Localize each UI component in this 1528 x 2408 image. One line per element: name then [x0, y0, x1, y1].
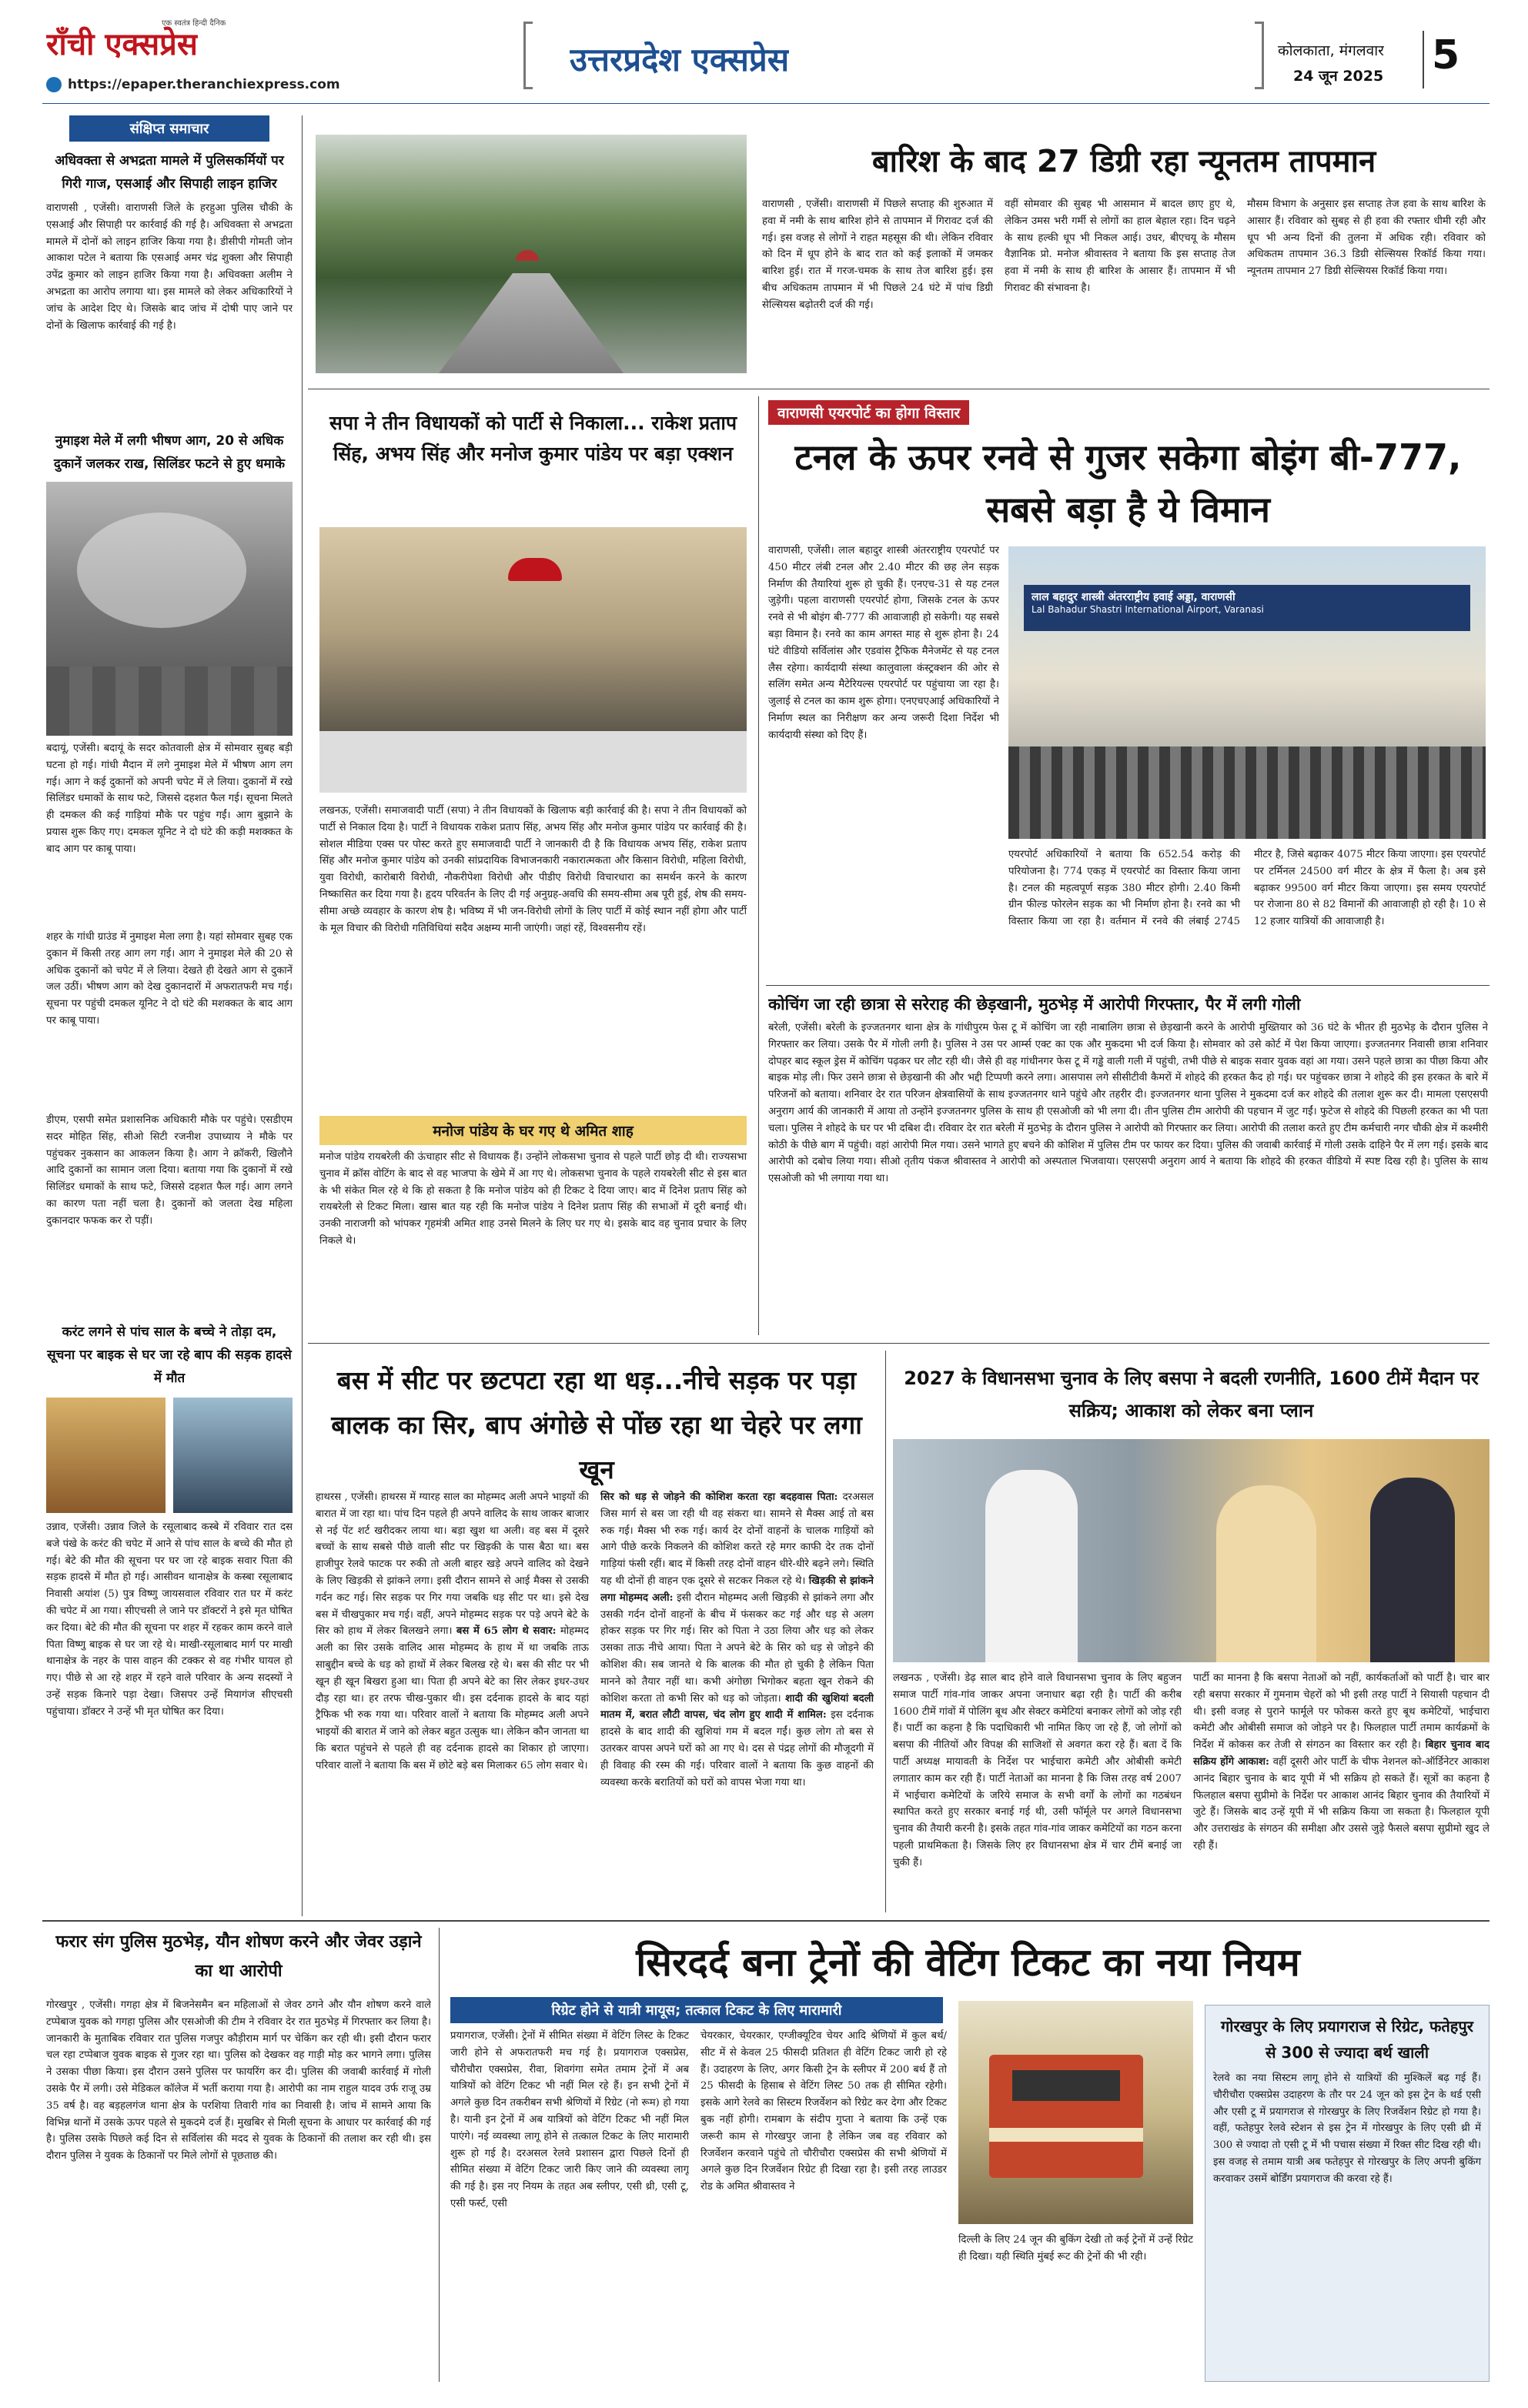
section-bracket-right: [1255, 22, 1264, 89]
sp-body-2: मनोज पांडेय रायबरेली की ऊंचाहार सीट से विधायक हैं। उन्होंने लोकसभा चुनाव से पहले पार्टी छोड़ दी थी। राज्यसभा चुनाव में क्रॉस वोटिंग के बाद से वह भाजपा के खेमे में आ गए थे। लोकसभा चुनाव के पहले रायबरेली सीट से इस बात के भी संकेत मिल रहे थे कि हो सकता है कि मनोज पांडेय को ही टिकट दे दिया जाए। बाद में दिनेश प्रताप सिंह को रायबरेली से टिकट मिला। खास बात यह रही कि मनोज पांडेय ने दिनेश प्रताप सिंह की सभाओं में दूरी बनाई थी। उनकी नाराजगी को भांपकर गृहमंत्री अमित शाह उनसे मिलने के लिए घर गए थे। इसके बाद वह चुनाव प्रचार के लिए निकले थे।: [319, 1151, 747, 1247]
column-rule: [302, 115, 303, 1916]
brief-body-3: उन्नाव, एजेंसी। उन्नाव जिले के रसूलाबाद कस्बे में रविवार रात दस बजे पंखे के करंट की चपेट में आने से पांच साल के बच्चे की मौत हो गई। बेटे की मौत की सूचना पर घर जा रहे बाइक सवार पिता की सड़क हादसे में मौत हो गई। आसीवन थानाक्षेत्र के कस्बा रसूलाबाद निवासी अयांश (5) पुत्र विष्णु जायसवाल रविवार रात घर में करंट की चपेट में आ गया। सीएचसी ले जाने पर डॉक्टरों ने इसे मृत घोषित कर दिया। बेटे की मौत की सूचना पर शहर में रहकर काम करने वाले पिता विष्णु बाइक से घर जा रहे थे। माखी-रसूलाबाद मार्ग पर माखी थानाक्षेत्र के नहर के पास वाहन की टक्कर से वह गंभीर घायल हो गए। पीछे से आ रहे शहर में रहने वाले परिवार के अन्य सदस्यों ने उन्हें सड़क किनारे पड़ा देखा। जिसपर उन्हें मियागंज सीएचसी पहुंचाया। डॉक्टर ने उन्हें भी मृत घोषित कर दिया।: [46, 1521, 293, 1718]
loco-window: [1012, 2070, 1120, 2101]
rain-photo: [316, 135, 747, 373]
sp-subhead: मनोज पांडेय के घर गए थे अमित शाह: [319, 1116, 747, 1145]
divider: [1423, 31, 1424, 89]
train-photo: [958, 2001, 1193, 2224]
person-right: [1370, 1478, 1455, 1662]
sp-body: लखनऊ, एजेंसी। समाजवादी पार्टी (सपा) ने तीन विधायकों के खिलाफ बड़ी कार्रवाई की है। सपा ने तीन विधायकों को पार्टी से निकाल दिया है। पार्टी ने विधायक राकेश प्रताप सिंह, अभय सिंह और मनोज कुमार पांडेय पर कार्रवाई की है। सोशल मीडिया एक्स पर पोस्ट करते हुए समाजवादी पार्टी ने जानकारी दी है कि विधायक अभय सिंह, राकेश प्रताप सिंह और मनोज कुमार पांडेय को उनकी सांप्रदायिक विभाजनकारी नकारात्मकता और किसान विरोधी, महिला विरोधी, युवा विरोधी, कारोबारी विरोधी, नौकरीपेशा विरोधी और पीडीए विरोधी विचारधारा का समर्थन करने के कारण निष्कासित कर दिया गया है। हृदय परिवर्तन के लिए दी गई अनुग्रह-अवधि की समय-सीमा अब पूरी हुई, शेष की समय-सीमा अच्छे व्यवहार के कारण शेष है। भविष्य में भी जन-विरोधी लोगों के लिए पार्टी में कोई स्थान नहीं होगा और पार्टी के मूल विचार की विरोधी गतिविधियां सदैव अक्षम्य मानी जाएंगी। जहां रहें, विश्वसनीय रहें।: [319, 805, 747, 934]
child-photo: [46, 1398, 166, 1513]
fire-photo: [46, 482, 293, 736]
bsp-body-2: पार्टी का मानना है कि बसपा नेताओं को नहीं, कार्यकर्ताओं को पार्टी है। चार बार रही बसपा सरकार में गुमनाम चेहरों को भी इसी तरह पार्टी ने सियासी पहचान दी थी। इसी वजह से पुराने फार्मूले पर फोकस करते हुए बूथ कमेटियों, भाईचारा कमेटी और ओबीसी समाज को जोड़ने पर है। फिलहाल पार्टी तमाम कार्यक्रमों के निर्देश में कोकस कर तेजी से संगठन का विस्तार कर रही है।: [1193, 1672, 1490, 1752]
tin-roofs: [46, 666, 293, 736]
airport-headline: टनल के ऊपर रनवे से गुजर सकेगा बोइंग बी-777, सबसे बड़ा है ये विमान: [794, 436, 1462, 530]
train-subhead: रिग्रेट होने से यात्री मायूस; तत्काल टिकट के लिए मारामारी: [450, 1997, 943, 2023]
section-bracket-left: [523, 22, 533, 89]
bus-subhead-3: खिड़की से झांकने लगा मोहम्मद अली:: [600, 1575, 874, 1604]
coaching-body: बरेली, एजेंसी। बरेली के इज्जतनगर थाना क्षेत्र के गांधीपुरम फेस टू में कोचिंग जा रही नाबालिग छात्रा से छेड़खानी करने के आरोपी मुख्तियार को 36 घंटे के भीतर ही मुठभेड़ के दौरान पुलिस ने गिरफ्तार कर लिया। उसके पैर में गोली लगी है। पुलिस ने उस पर आर्म्स एक्ट का एक और मुकदमा भी दर्ज किया है। सोमवार को उसे कोर्ट में पेश किया जाएगा। इज्जतनगर निवासी छात्रा शनिवार दोपहर बाद स्कूल ड्रेस में कोचिंग पढ़कर घर लौट रही थी। जैसे ही वह गांधीनगर फेस टू में गड्ढे वाली गली में पहुंची, तभी पीछे से बाइक सवार युवक वहां आ गया। उसने पहले छात्रा का पीछा किया और बाइक मोड़ ली। फिर उसने छात्रा से छेड़खानी की और भद्दी टिप्पणी करने लगा। आसपास लगे सीसीटीवी कैमरों में शोहदे की हरकत कैद हो गई। घर पहुंचकर छात्रा ने शोहदे की इस हरकत के बारे में परिजनों को बताया। शनिवार देर रात परिजन क्षेत्रवासियों के साथ इज्जतनगर थाने पहुंचे और तहरीर दी। इज्जतनगर थाना पुलिस ने मुकदमा दर्ज कर शोहदे की तलाश शुरू कर दी। मामला एसएसपी अनुराग आर्य की जानकारी में आया तो उन्होंने इज्जतनगर पुलिस के साथ ही एसओजी को भी लगा दी। तीन पुलिस टीम आरोपी की पहचान में जुट गईं। फुटेज से शोहदे की पिछली हरकत का भी पता चला। पुलिस ने शोहदे के घर पर भी दबिश दी। रविवार देर रात बरेली में मुठभेड़ के दौरान पुलिस ने आरोपी को गिरफ्तार कर लिया। आरोपी की तलाश करते हुए टीम कर्मचारी नगर चौकी क्षेत्र में कश्मीरी कोठी के पीछे बाग में पहुंची। वहां आरोपी मिल गया। उसने भागते हुए बचने की कोशिश में पुलिस टीम पर फायर कर दिया। पुलिस की जवाबी कार्रवाई में गोली उसके दाहिने पैर में लग गई। इसके बाद आरोपी को दबोच लिया गया। सीओ तृतीय पंकज श्रीवास्तव ने आरोपी को अस्पताल भिजवाया। एसएसपी अनुराग आर्य ने बताया कि शोहदे की हरकत वीडियो में स्पष्ट दिख रही है। पुलिस के साथ एसओजी को भी लगाया गया था।: [768, 1022, 1488, 1185]
road: [439, 273, 624, 373]
brief-body-1: वाराणसी , एजेंसी। वाराणसी जिले के हरहुआ पुलिस चौकी के एसआई और सिपाही पर कार्रवाई की गई है। अधिवक्ता से अभद्रता मामले में दोनों को लाइन हाजिर किया गया है। डीसीपी गोमती जोन आकाश पटेल ने बताया कि एसआई अमर चंद्र शुक्ला और सिपाही उपेंद्र कुमार को लाइन हाजिर किया गया है। अधिवक्ता अलीम ने अभद्रता का आरोप लगाया था। इस मामले को लेकर अधिकारियों ने जांच के आदेश दिए थे। जिसके बाद जांच में दोषी पाए जाने पर दोनों के खिलाफ कार्रवाई की गई है।: [46, 202, 293, 332]
bsp-headline: 2027 के विधानसभा चुनाव के लिए बसपा ने बदली रणनीति, 1600 टीमें मैदान पर सक्रिय; आकाश को लेकर बना प्लान: [904, 1368, 1479, 1421]
newspaper-logo: राँची एक्सप्रेस: [46, 27, 198, 62]
person-center: [1216, 1485, 1316, 1662]
bsp-body-2b: वहीं दूसरी ओर पार्टी के चीफ नेशनल को-ऑर्डिनेटर आकाश आनंद बिहार चुनाव के बाद यूपी में भी सक्रिय हो सकते हैं। सूत्रों का कहना है फिलहाल बसपा सुप्रीमो के निर्देश पर आकाश आनंद बिहार चुनाव की तैयारियों में जुटे हैं। जिसके बाद उन्हें यूपी में भी सक्रिय किया जा सकता है। फिलहाल यूपी और उत्तराखंड के संगठन की समीक्षा और उससे जुड़े फैसले बसपा सुप्रीमो खुद ले रही हैं।: [1193, 1755, 1490, 1852]
airport-body-2: एयरपोर्ट अधिकारियों ने बताया कि 652.54 करोड़ की परियोजना है। 774 एकड़ में एयरपोर्ट का विस्तार किया जाना है। टनल की महत्वपूर्ण सड़क 380 मीटर होगी। 2.40 किमी ग्रीन फील्ड फोरलेन सड़क का भी निर्माण होना है। रनवे का भी विस्तार किया जा रहा है। वर्तमान में रनवे की लंबाई 2745 मीटर है, जिसे बढ़ाकर 4075 मीटर किया जाएगा। इस एयरपोर्ट पर टर्मिनल 24500 वर्ग मीटर के क्षेत्र में फैला है। अब इसे बढ़ाकर 99500 वर्ग मीटर किया जाएगा। इस समय एयरपोर्ट पर रोजाना 80 से 82 विमानों की आवाजाही हो रही है। 10 से 12 हजार यात्रियों की आवाजाही है।: [1008, 849, 1486, 928]
table: [319, 731, 747, 793]
logo-tagline: एक स्वतंत्र हिन्दी दैनिक: [162, 19, 226, 28]
rain-body-col1: वाराणसी , एजेंसी। वाराणसी में पिछले सप्ताह की शुरुआत में हवा में नमी के साथ बारिश होने से तापमान में गिरावट दर्ज की गई। इस वजह से लोगों ने राहत महसूस की थी। लेकिन रविवार को दिन में धूप होने के बाद रात को कई इलाकों में जमकर बारिश हुई। रात में गरज-चमक के साथ तेज बारिश हुई। इस बीच अधिकतम तापमान में भी पिछले 24 घंटे में पांच डिग्री सेल्सियस बढ़ोतरी दर्ज की गई।: [762, 199, 993, 311]
person-left: [985, 1470, 1078, 1662]
rain-body-col3: मौसम विभाग के अनुसार इस सप्ताह तेज हवा के साथ बारिश के आसार हैं। रविवार को सुबह से ही हवा की रफ्तार धीमी रही और धूप भी अन्य दिनों की तुलना में अधिक रही। रविवार को अधिकतम तापमान 36.3 डिग्री सेल्सियस रिकॉर्ड किया गया। न्यूनतम तापमान 27 डिग्री सेल्सियस रिकॉर्ड किया गया।: [1247, 199, 1486, 278]
sp-story: [312, 396, 754, 1335]
train-sidebar: [1205, 2005, 1490, 2382]
briefs-column: [46, 115, 293, 1916]
epaper-url[interactable]: https://epaper.theranchiexpress.com: [68, 77, 340, 92]
brief-headline-3: करंट लगने से पांच साल के बच्चे ने तोड़ा दम, सूचना पर बाइक से घर जा रहे बाप की सड़क हादसे में मौत: [47, 1324, 292, 1386]
bsp-subhead: बिहार चुनाव बाद सक्रिय होंगे आकाश:: [1193, 1739, 1490, 1768]
rain-body-col2: वहीं सोमवार की सुबह भी आसमान में बादल छाए हुए थे, लेकिन उमस भरी गर्मी से लोगों का हाल बेहाल रहा। दिन चढ़ने के साथ हल्की धूप भी निकल आई। उधर, बीएचयू के मौसम वैज्ञानिक प्रो. मनोज श्रीवास्तव ने बताया कि इस सप्ताह तेज हवा में नमी के साथ ही बारिश के आसार हैं। तापमान में भी गिरावट की संभावना है।: [1005, 199, 1235, 294]
train-sidebar-headline: गोरखपुर के लिए प्रयागराज से रिग्रेट, फतेहपुर से 300 से ज्यादा बर्थ खाली: [1221, 2017, 1473, 2062]
bus-body-col1: [316, 1489, 589, 1909]
bus-headline: बस में सीट पर छटपटा रहा था धड़...नीचे सड़क पर पड़ा बालक का सिर, बाप अंगोछे से पोंछ रहा था चेहरे पर लगा खून: [331, 1365, 862, 1485]
brief-body-2b: शहर के गांधी ग्राउंड में नुमाइश मेला लगा है। यहां सोमवार सुबह एक दुकान में किसी तरह आग लग गई। आग ने नुमाइश मेले की 20 से अधिक दुकानों को चपेट में ले लिया। देखते ही देखते आग से दुकानें जल उठीं। भीषण आग को देख दुकानदारों में अफरातफरी मच गई। सूचना पर पहुंची दमकल यूनिट ने दो घंटे की मशक्कत के बाद आग पर काबू पाया।: [46, 931, 293, 1027]
rain-headline: बारिश के बाद 27 डिग्री रहा न्यूनतम तापमान: [871, 144, 1376, 179]
train-body-col3: दिल्ली के लिए 24 जून की बुकिंग देखी तो कई ट्रेनों में उन्हें रिग्रेट ही दिखा। यही स्थिति मुंबई रूट की ट्रेनों की भी रही।: [958, 2234, 1193, 2263]
train-body-col1: प्रयागराज, एजेंसी। ट्रेनों में सीमित संख्या में वेटिंग लिस्ट के टिकट जारी होने से अफरातफरी मच गई है। प्रयागराज एक्सप्रेस, चौरीचौरा एक्सप्रेस, रीवा, शिवगंगा समेत तमाम ट्रेनों में अब यात्रियों को वेटिंग टिकट भी नहीं मिल रहे हैं। इन सभी ट्रेनों में अगले कुछ दिन तकरीबन सभी श्रेणियों में रिग्रेट (नो रूम) हो गया है। यानी इन ट्रेनों में अब यात्रियों को वेटिंग टिकट भी नहीं मिल पाएंगे। नई व्यवस्था लागू होने से तत्काल टिकट के लिए मारामारी शुरू हो गई है। दरअसल रेलवे प्रशासन द्वारा पिछले दिनों ही सीमित संख्या में वेटिंग टिकट जारी किए जाने की व्यवस्था लागू की गई है। इस नए नियम के तहत अब स्लीपर, एसी थ्री, एसी टू, एसी फर्स्ट, एसी: [450, 2030, 689, 2209]
sp-headline: सपा ने तीन विधायकों को पार्टी से निकाला... राकेश प्रताप सिंह, अभय सिंह और मनोज कुमार पांडेय पर बड़ा एक्शन: [329, 412, 737, 465]
bus-body-2b: इसी दौरान मोहम्मद अली खिड़की से झांकने लगा और उसकी गर्दन दोनों वाहनों के बीच में फंसकर कट गई और धड़ से अलग होकर सड़क पर गिर गई। सिर को पिता ने उठा लिया और धड़ को लेकर उसका ताऊ नीचे आया। पिता ने अपने बेटे के सिर को धड़ से जोड़ने की कोशिश की। सब जानते थे कि बालक की मौत हो चुकी है लेकिन पिता मानने को तैयार नहीं था। कभी अंगोछा भिगोकर बहता खून रोकने की कोशिश करता तो कभी सिर को धड़ को जोड़ता।: [600, 1591, 874, 1705]
brief-headline-2: नुमाइश मेले में लगी भीषण आग, 20 से अधिक दुकानें जलकर राख, सिलिंडर फटने से हुए धमाके: [53, 433, 286, 472]
globe-icon: [46, 77, 62, 92]
column-rule: [439, 1928, 440, 2382]
brief-body-2a: बदायूं, एजेंसी। बदायूं के सदर कोतवाली क्षेत्र में सोमवार सुबह बड़ी घटना हो गई। गांधी मैदान में लगे नुमाइश मेले में भीषण आग लग गई। आग ने कई दुकानों को अपनी चपेट में ले लिया। दुकानों में रखे सिलिंडर धमाकों के साथ फटे, जिससे दहशत फैल गई। सूचना मिलते ही दमकल की कई गाड़ियां मौके पर पहुंच गईं। आग बुझाने के प्रयास शुरू किए गए। दमकल यूनिट ने दो घंटे की कड़ी मशक्कत के बाद आग पर काबू पाया।: [46, 743, 293, 855]
column-rule: [885, 1351, 886, 1912]
bus-body-col2: [600, 1489, 874, 1909]
terminal-sign: [1024, 585, 1470, 631]
section-title: उत्तरप्रदेश एक्सप्रेस: [570, 41, 790, 78]
city-day: कोलकाता, मंगलवार: [1278, 42, 1384, 59]
rule: [308, 1343, 1490, 1344]
airport-photo: [1008, 546, 1486, 839]
bus-subhead-4: शादी की खुशियां बदली मातम में, बरात लौटी वापस, चंद लोग हुए शादी में शामिल:: [600, 1692, 874, 1722]
bsp-body-col1: लखनऊ , एजेंसी। डेढ़ साल बाद होने वाले विधानसभा चुनाव के लिए बहुजन समाज पार्टी गांव-गांव जाकर अपना जनाधार बढ़ा रही है। पार्टी की करीब 1600 टीमें गांवों में पोलिंग बूथ और सेक्टर कमेटियां बनाकर लोगों को जोड़ रही हैं। पार्टी का कहना है कि पदाधिकारी भी नामित किए जा रहे हैं, जो लोगों को बसपा की नीतियों और विपक्ष की साजिशों से अवगत करा रहे हैं। बता दें कि पार्टी अध्यक्ष मायावती के निर्देश पर भाईचारा कमेटी और ओबीसी कमेटी लगातार काम कर रही हैं। पार्टी नेताओं का मानना है कि जिस तरह वर्ष 2007 में भाईचारा कमेटियों के जरिये समाज के सभी वर्गों के लोगों का गठबंधन स्थापित करते हुए सरकार बनाई गई थी, उसी फॉर्मूले पर अगले विधानसभा चुनाव की तैयारी करनी है। इसके तहत गांव-गांव जाकर कमेटियों का गठन करना पहली प्राथमिकता है। जिसके लिए हर विधानसभा क्षेत्र में चार टीमें बनाई जा चुकी हैं।: [893, 1672, 1182, 1869]
bus-subhead-2: सिर को धड़ से जोड़ने की कोशिश करता रहा बदहवास पिता:: [600, 1491, 838, 1503]
coaching-headline: कोचिंग जा रही छात्रा से सरेराह की छेड़खानी, मुठभेड़ में आरोपी गिरफ्तार, पैर में लगी गोली: [768, 995, 1301, 1014]
rule: [766, 985, 1490, 986]
bus-body-1b: मोहम्मद अली का सिर उसके वालिद आस मोहम्मद के हाथ में था जबकि ताऊ साबुद्दीन बच्चे के धड़ को हाथों में लेकर बिलख रहे थे। बस की सीट पर भी खून ही खून बिखरा हुआ था। पिता ही अपने बेटे का सिर लेकर इधर-उधर दौड़ रहा था। हर तरफ चीख-पुकार थी। इस दर्दनाक हादसे के बाद यहां ट्रैफिक भी रुक गया था। परिवार वालों ने बताया कि मोहम्मद अली अपने भाइयों की बारात में जाने को लेकर बहुत उत्सुक था। लेकिन कौन जानता था कि बरात पहुंचने से पहले ही वह दर्दनाक हादसे का शिकार हो जाएगा। परिवार वालों ने बताया कि बस में छोटे बड़े बस मिलाकर 65 लोग सवार थे।: [316, 1625, 589, 1772]
masthead: [0, 0, 1528, 104]
bus-body-1: हाथरस , एजेंसी। हाथरस में ग्यारह साल का मोहम्मद अली अपने भाइयों की बारात में जा रहा था। पांच दिन पहले ही अपने वालिद के साथ जाकर बाजार से नई पेंट शर्ट खरीदकर लाया था। बड़ा खुश था अली। वह बस में दूसरे बच्चों के साथ सबसे पीछे वाली सीट पर खिड़की के पास बैठा था। बस हाजीपुर रेलवे फाटक पर रुकी तो अली बाहर खड़े अपने वालिद को देखने के लिए खिड़की से झांकने लगा। इसी दौरान सामने से आई मैक्स से उसकी गर्दन कट गई। सिर सड़क पर गिर गया जबकि धड़ सीट पर था। इसे देख बस में चीखपुकार मच गई। वहीं, अपने मोहम्मद सड़क पर पड़े अपने बेटे के सिर को हाथ में लेकर बिलखने लगा।: [316, 1491, 589, 1638]
sp-photo: [319, 527, 747, 793]
crowd: [1008, 746, 1486, 839]
column-rule: [758, 396, 759, 1335]
bus-subhead-1: बस में 65 लोग थे सवार:: [456, 1625, 557, 1638]
brief-body-2c: डीएम, एसपी समेत प्रशासनिक अधिकारी मौके पर पहुंचे। एसडीएम सदर मोहित सिंह, सीओ सिटी रजनीश उपाध्याय ने मौके पर पहुंचकर नुकसान का आकलन किया है। आग ने क्रॉकरी, खिलौने आदि दुकानों का सामान जला दिया। बताया गया कि दुकानों में रखे सिलिंडर धमाकों के साथ फटे, जिससे दहशत फैल गई। आग लगने का कारण पता नहीं चला है। दुकानों को जलता देख महिला दुकानदार फफक कर रो पड़ीं।: [46, 1114, 293, 1227]
terminal-sign-english: Lal Bahadur Shastri International Airport, Varanasi: [1031, 604, 1264, 615]
bsp-body-col2: [1193, 1670, 1490, 1912]
airport-kicker: [768, 400, 969, 425]
briefs-label: संक्षिप्त समाचार: [69, 115, 269, 142]
bus-body-2c: इस दर्दनाक हादसे के बाद शादी की खुशियां गम में बदल गईं। कुछ लोग तो बस से उतरकर वापस अपने घरों को आ गए थे। दस से पंद्रह लोगों की मौजूदगी में ही विवाह की रस्म की गई। परिवार वालों ने बताया कि कुछ वाहनों की व्यवस्था करके बरातियों को घरों को वापस भेजा गया था।: [600, 1709, 874, 1788]
brief-headline-1: अधिवक्ता से अभद्रता मामले में पुलिसकर्मियों पर गिरी गाज, एसआई और सिपाही लाइन हाजिर: [55, 153, 284, 192]
bsp-photo: [893, 1439, 1490, 1662]
red-cap: [508, 558, 562, 581]
airport-kicker-label: वाराणसी एयरपोर्ट का होगा विस्तार: [768, 400, 969, 425]
terminal-sign-hindi: लाल बहादुर शास्त्री अंतरराष्ट्रीय हवाई अड्डा, वाराणसी: [1031, 591, 1235, 603]
loco-stripe: [989, 2128, 1143, 2142]
smoke: [77, 513, 246, 628]
umbrella: [516, 250, 539, 261]
father-photo: [173, 1398, 293, 1513]
airport-body-1: वाराणसी, एजेंसी। लाल बहादुर शास्त्री अंतरराष्ट्रीय एयरपोर्ट पर 450 मीटर लंबी टनल और 2.40 मीटर की छह लेन सड़क निर्माण की तैयारियां शुरू हो चुकी हैं। एनएच-31 से यह टनल जुड़ेगी। पहला वाराणसी एयरपोर्ट होगा, जिसके टनल के ऊपर रनवे से भी बोइंग बी-777 की आवाजाही हो सकेगी। यह सबसे बड़ा विमान है। रनवे का काम अगस्त माह से शुरू होना है। 24 घंटे वीडियो सर्विलांस और एडवांस ट्रैफिक मैनेजमेंट से यह टनल लैस रहेगा। कार्यदायी संस्था कालुवाला कंस्ट्रक्शन की ओर से सलिंग समेत अन्य मैटेरियल्स एयरपोर्ट पर पहुंचाया जा रहा है। जुलाई से टनल का काम शुरू होगा। एनएचएआई अधिकारियों ने निर्माण स्थल का निरीक्षण कर अन्य जरूरी दिशा निर्देश भी कार्यदायी संस्था को दिए हैं।: [768, 545, 999, 741]
issue-date: 24 जून 2025: [1293, 68, 1384, 85]
bus-body-2: दरअसल जिस मार्ग से बस जा रही थी वह संकरा था। सामने से मैक्स आई तो बस रुक गई। मैक्स भी रुक गई। कार्य देर दोनों वाहनों के चालक गाड़ियों को आगे पीछे करके निकलने की कोशिश करते रहे मगर काफी देर तक दोनों गाड़ियां फंसी रहीं। बाद में किसी तरह दोनों वाहन धीरे-धीरे बढ़ने लगे। स्थिति यह थी दोनों ही वाहन एक दूसरे से सटकर निकल रहे थे।: [600, 1491, 874, 1587]
train-sidebar-body: रेलवे का नया सिस्टम लागू होने से यात्रियों की मुश्किलें बढ़ गई हैं। चौरीचौरा एक्सप्रेस उदाहरण के तौर पर 24 जून को इस ट्रेन के थर्ड एसी और एसी टू में प्रयागराज से गोरखपुर के लिए रिजर्वेशन रिग्रेट हो गया है। वहीं, फतेहपुर रेलवे स्टेशन से इस ट्रेन में गोरखपुर के लिए एसी थ्री में 300 से ज्यादा तो एसी टू में भी पचास संख्या में रिक्त सीट दिख रही थी। इस वजह से तमाम यात्री अब फतेहपुर से गोरखपुर के लिए अपनी बुकिंग करवाकर उसमें बोर्डिंग प्रयागराज की करवा रहे हैं।: [1213, 2072, 1481, 2185]
train-body-col2: चेयरकार, चेयरकार, एग्जीक्यूटिव चेयर आदि श्रेणियों में कुल बर्थ/सीट में से केवल 25 फीसदी प्रतिशत ही वेटिंग टिकट जारी हो रहे हैं। उदाहरण के लिए, अगर किसी ट्रेन के स्लीपर में 200 बर्थ हैं तो 25 फीसदी के हिसाब से वेटिंग लिस्ट 50 तक ही सीमित रहेगी। इसके आगे रेलवे का सिस्टम रिजर्वेशन को रिग्रेट कर देगा और टिकट बुक नहीं होगी। रामबाग के संदीप गुप्ता ने बताया कि उन्हें एक जरूरी काम से गोरखपुर जाना है लेकिन जब वह रविवार को रिजर्वेशन करवाने पहुंचे तो चौरीचौरा एक्सप्रेस की सभी श्रेणियों में अगले कुछ दिन रिजर्वेशन रिग्रेट ही दिखा रहा है। इसी तरह लाउडर रोड के अमित श्रीवास्तव ने: [700, 2030, 947, 2193]
encounter-headline: फरार संग पुलिस मुठभेड़, यौन शोषण करने और जेवर उड़ाने का था आरोपी: [55, 1932, 422, 1981]
train-headline: सिरदर्द बना ट्रेनों की वेटिंग टिकट का नया नियम: [636, 1940, 1300, 1985]
locomotive: [989, 2055, 1143, 2178]
encounter-body: गोरखपुर , एजेंसी। गगहा क्षेत्र में बिजनेसमैन बन महिलाओं से जेवर ठगने और यौन शोषण करने वाले टप्पेबाज युवक को गगहा पुलिस और एसओजी की टीम ने रविवार देर रात मुठभेड़ में गिरफ्तार कर लिया है। जानकारी के मुताबिक रविवार रात पुलिस गजपुर कौड़ीराम मार्ग पर चेकिंग कर रही थी। इसी दौरान फरार चल रहा टप्पेबाज युवक बाइक से गुजर रहा था। पुलिस को देखकर वह गाड़ी मोड़ कर भागने लगा। पुलिस ने उसका पीछा किया। इस दौरान उसने पुलिस पर फायरिंग कर दी। पुलिस की जवाबी कार्रवाई में गोली उसके पैर में लगी। उसे मेडिकल कॉलेज में भर्ती कराया गया है। आरोपी का नाम राहुल यादव उर्फ राजू उम्र 35 वर्ष है। वह बड़हलगंज थाना क्षेत्र के परशिया तिवारी गांव का निवासी है। जांच में सामने आया कि विभिन्न थानों में उसके ऊपर पहले से मुकदमे दर्ज हैं। मुखबिर से मिली सूचना के आधार पर कार्रवाई की गई है। पुलिस उसके पिछले कई दिन से सर्विलांस की मदद से युवक के ठिकानों की तलाश कर रही थी। इस दौरान पुलिस ने युवक के ठिकानों पर मिले लोगों से पूछताछ की।: [46, 1999, 431, 2163]
page-number: 5: [1432, 32, 1460, 78]
masthead-rule: [42, 103, 1490, 104]
rule: [42, 1920, 1490, 1922]
victim-photos: [46, 1398, 293, 1513]
